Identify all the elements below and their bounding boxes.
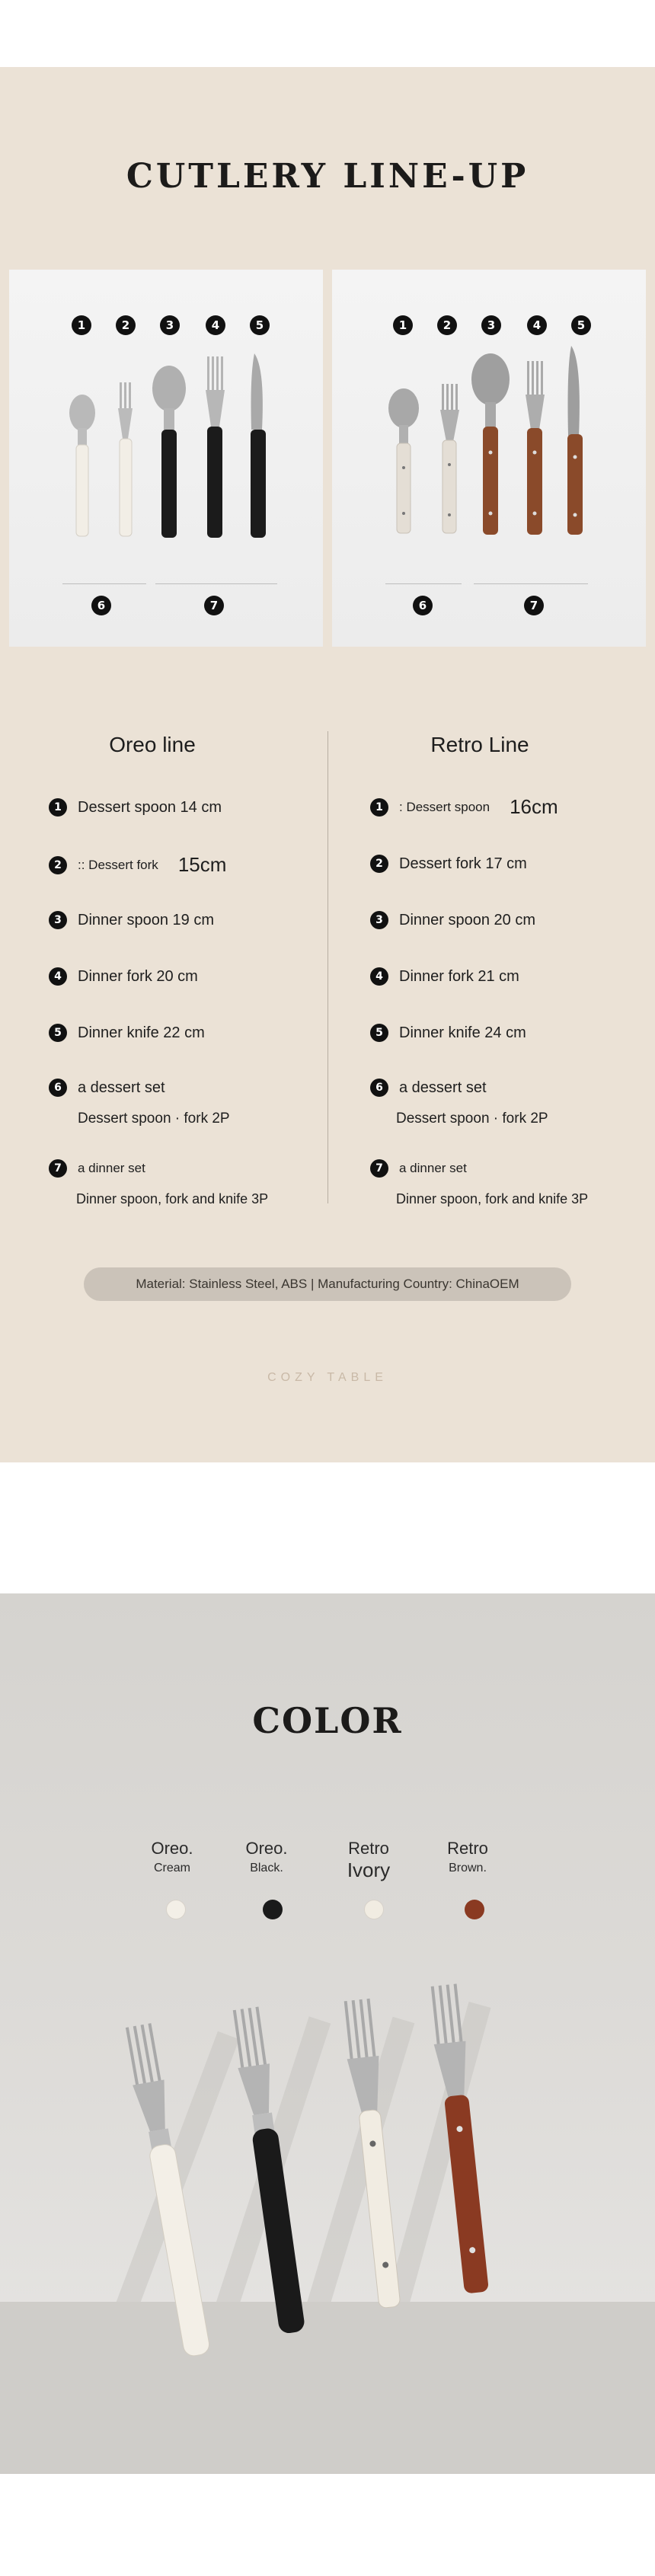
- oreo-line-photo: [9, 270, 323, 647]
- photo-divider-set-7: [155, 583, 277, 584]
- photo-badge-3: 3: [160, 315, 180, 335]
- item-size: 16cm: [510, 795, 558, 818]
- color-title: COLOR: [252, 1700, 403, 1741]
- swatch-dot-oreo-cream[interactable]: [166, 1900, 186, 1919]
- photo-badge-5: 5: [571, 315, 591, 335]
- photo-badge-6: 6: [413, 596, 433, 615]
- oreo-cutlery-illustration: [55, 353, 283, 551]
- photo-badge-5: 5: [250, 315, 270, 335]
- oreo-item-6-detail: Dessert spoon · fork 2P: [78, 1111, 230, 1127]
- swatch-line2: Cream: [153, 1862, 190, 1874]
- oreo-item-7: [49, 1159, 145, 1178]
- photo-divider-set-7: [474, 583, 588, 584]
- swatch-dot-oreo-black[interactable]: [263, 1900, 283, 1919]
- photo-badge-1: 1: [72, 315, 91, 335]
- material-info-bar: Material: Stainless Steel, ABS | Manufacturing Country: ChinaOEM: [84, 1267, 571, 1301]
- photo-divider-set-6: [385, 583, 462, 584]
- number-badge: 3: [370, 911, 388, 929]
- item-label: Dinner spoon 20 cm: [399, 911, 535, 928]
- item-label: a dessert set: [399, 1079, 487, 1096]
- item-label: Dinner knife 24 cm: [399, 1024, 526, 1041]
- swatch-dot-retro-brown[interactable]: [465, 1900, 484, 1919]
- item-label: a dinner set: [399, 1161, 467, 1175]
- item-label: Dinner fork 20 cm: [78, 967, 198, 985]
- retro-item-2: [370, 855, 527, 873]
- retro-item-1: [370, 795, 558, 819]
- oreo-item-2: [49, 853, 226, 877]
- item-label: Dessert fork 17 cm: [399, 855, 527, 872]
- item-size: 15cm: [177, 853, 227, 876]
- retro-line-photo: [332, 270, 646, 647]
- photo-divider-set-6: [62, 583, 146, 584]
- number-badge: 5: [370, 1024, 388, 1042]
- oreo-item-5: [49, 1024, 205, 1042]
- photo-badge-2: 2: [437, 315, 457, 335]
- item-label: Dinner spoon 19 cm: [78, 911, 214, 928]
- retro-item-5: [370, 1024, 526, 1042]
- swatch-line1: Retro: [447, 1839, 488, 1858]
- lineup-title: CUTLERY LINE-UP: [126, 157, 529, 196]
- oreo-item-1: [49, 798, 222, 817]
- photo-badge-4: 4: [206, 315, 225, 335]
- swatch-line1: Retro: [348, 1839, 389, 1858]
- number-badge: 7: [370, 1159, 388, 1178]
- item-label: : Dessert spoon: [399, 799, 490, 814]
- number-badge: 6: [49, 1079, 67, 1097]
- number-badge: 7: [49, 1159, 67, 1178]
- number-badge: 1: [370, 798, 388, 817]
- retro-line-title: Retro Line: [430, 733, 529, 756]
- photo-badge-1: 1: [393, 315, 413, 335]
- item-label: Dinner knife 22 cm: [78, 1024, 205, 1041]
- swatch-line2: Black.: [250, 1862, 283, 1874]
- swatch-label-retro-brown: [437, 1839, 498, 1875]
- photo-badge-7: 7: [524, 596, 544, 615]
- number-badge: 4: [49, 967, 67, 986]
- number-badge: 3: [49, 911, 67, 929]
- retro-item-7-detail: Dinner spoon, fork and knife 3P: [396, 1191, 589, 1207]
- oreo-item-6: [49, 1079, 165, 1097]
- retro-item-7: [370, 1159, 467, 1178]
- photo-badge-3: 3: [481, 315, 501, 335]
- number-badge: 1: [49, 798, 67, 817]
- photo-badge-7: 7: [204, 596, 224, 615]
- number-badge: 4: [370, 967, 388, 986]
- number-badge: 6: [370, 1079, 388, 1097]
- swatch-line1: Oreo.: [245, 1839, 288, 1858]
- swatch-line2: Ivory: [347, 1858, 391, 1881]
- item-label: :: Dessert fork: [78, 857, 158, 872]
- swatch-dot-retro-ivory[interactable]: [364, 1900, 384, 1919]
- photo-badge-6: 6: [91, 596, 111, 615]
- photo-badge-2: 2: [116, 315, 136, 335]
- oreo-line-title: Oreo line: [109, 733, 196, 756]
- swatch-label-retro-ivory: [331, 1839, 407, 1882]
- item-label: Dessert spoon 14 cm: [78, 798, 222, 816]
- retro-item-6-detail: Dessert spoon · fork 2P: [396, 1111, 548, 1127]
- number-badge: 5: [49, 1024, 67, 1042]
- retro-item-3: [370, 911, 535, 929]
- oreo-item-3: [49, 911, 214, 929]
- oreo-item-4: [49, 967, 198, 986]
- retro-item-4: [370, 967, 519, 986]
- brand-mark: COZY TABLE: [267, 1371, 388, 1384]
- swatch-label-oreo-cream: [142, 1839, 203, 1875]
- oreo-item-7-detail: Dinner spoon, fork and knife 3P: [76, 1191, 269, 1207]
- swatch-label-oreo-black: [236, 1839, 297, 1875]
- number-badge: 2: [370, 855, 388, 873]
- photo-badge-4: 4: [527, 315, 547, 335]
- retro-item-6: [370, 1079, 487, 1097]
- retro-cutlery-illustration: [376, 346, 605, 551]
- item-label: a dessert set: [78, 1079, 165, 1096]
- swatch-line2: Brown.: [449, 1862, 487, 1874]
- number-badge: 2: [49, 856, 67, 874]
- item-label: a dinner set: [78, 1161, 145, 1175]
- item-label: Dinner fork 21 cm: [399, 967, 519, 985]
- swatch-line1: Oreo.: [151, 1839, 193, 1858]
